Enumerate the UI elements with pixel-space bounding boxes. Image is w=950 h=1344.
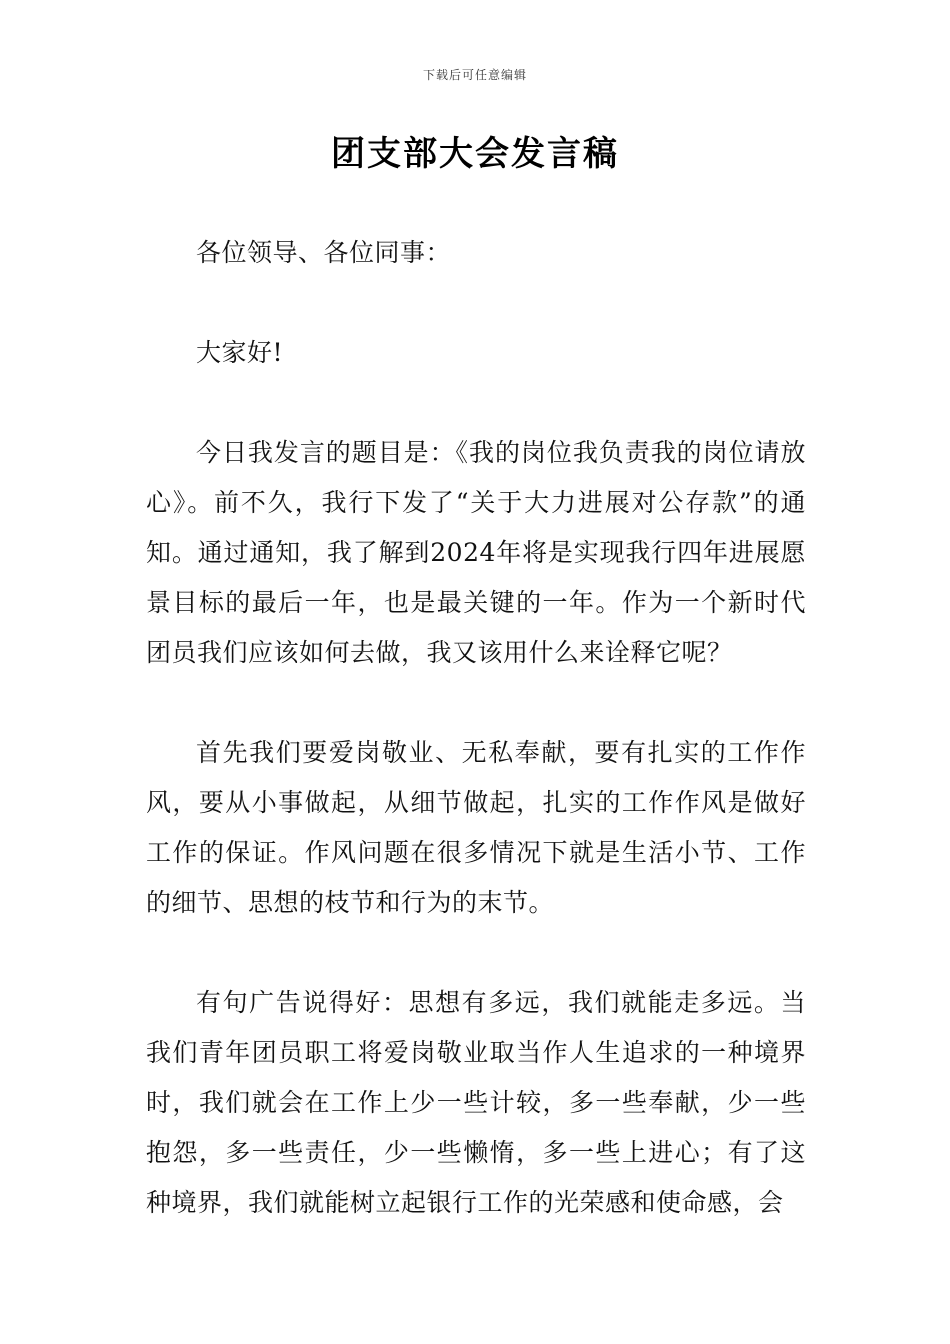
paragraph-topic: 今日我发言的题目是：《我的岗位我负责我的岗位请放心》。前不久，我行下发了“关于大力进展对公存款”的通知。通过通知，我了解到2024年将是实现我行四年进展愿景目标的最后一年，也是最关键的一年。作为一个新时代团员我们应该如何去做，我又该用什么来诠释它呢？	[146, 438, 806, 667]
paragraph-mindset: 有句广告说得好：思想有多远，我们就能走多远。当我们青年团员职工将爱岗敬业取当作人生追求的一种境界时，我们就会在工作上少一些计较，多一些奉献，少一些抱怨，多一些责任，少一些懒惰，多一些上进心；有了这种境界，我们就能树立起银行工作的光荣感和使命感，会	[146, 988, 806, 1217]
header-note: 下载后可任意编辑	[422, 68, 527, 82]
paragraph-greeting: 大家好!	[196, 338, 284, 367]
document-body	[146, 228, 806, 1228]
paragraph-work-style: 首先我们要爱岗敬业、无私奉献，要有扎实的工作作风，要从小事做起，从细节做起，扎实的工作作风是做好工作的保证。作风问题在很多情况下就是生活小节、工作的细节、思想的枝节和行为的末节。	[146, 738, 806, 917]
paragraph-salutation: 各位领导、各位同事：	[196, 238, 452, 267]
document-title: 团支部大会发言稿	[331, 134, 619, 174]
